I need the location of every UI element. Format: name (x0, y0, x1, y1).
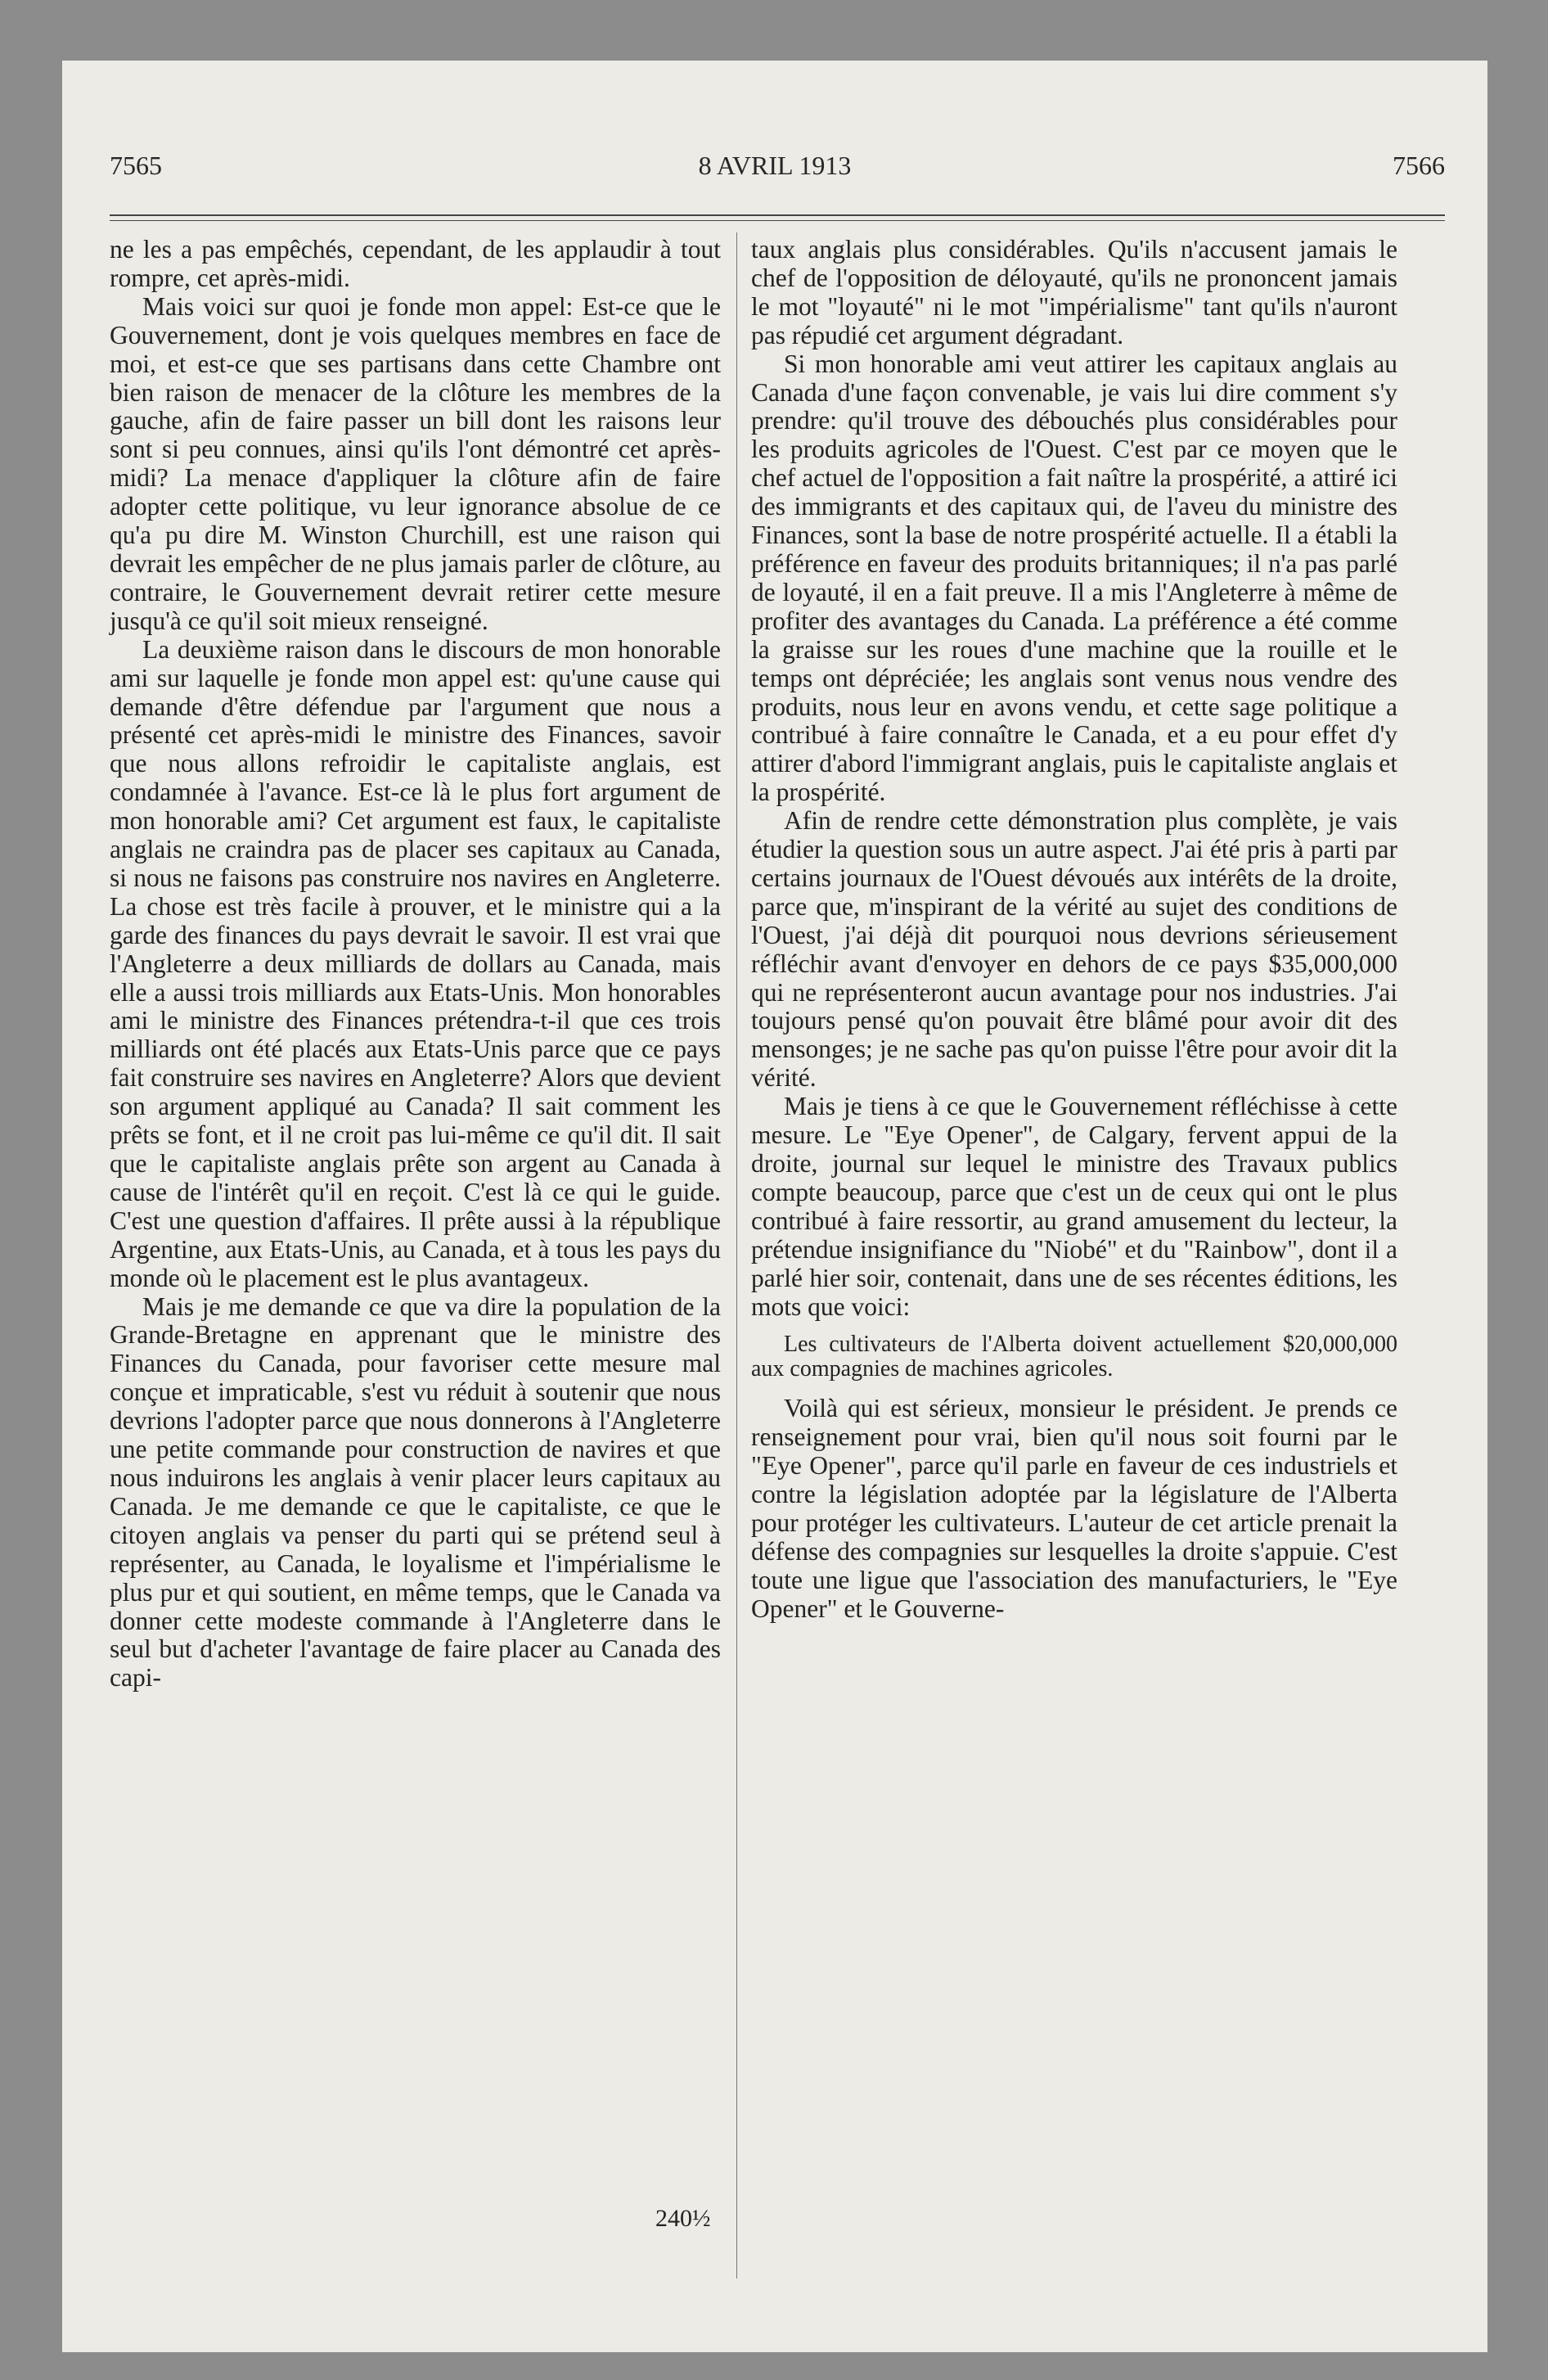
paragraph: Mais je tiens à ce que le Gouvernement réfléchisse à cette mesure. Le "Eye Opener", de Calgary, fervent appui de la droite, journal sur lequel le ministre des Travaux publics compte beaucoup, parce que c'est un de ceux qui ont le plus contribué à faire ressortir, au grand amusement du lecteur, la prétendue insignifiance du "Niobé" et du "Rainbow", dont il a parlé hier soir, contenait, dans une de ses récentes éditions, les mots que voici: (751, 1092, 1397, 1321)
paragraph: La deuxième raison dans le discours de mon honorable ami sur laquelle je fonde mon appel est: qu'une cause qui demande d'être défendue par l'argument que nous a présenté cet après-midi le ministre des Finances, savoir que nous allons refroidir le capitaliste anglais, est condamnée à l'avance. Est-ce là le plus fort argument de mon honorable ami? Cet argument est faux, le capitaliste anglais ne craindra pas de placer ses capitaux au Canada, si nous ne faisons pas construire nos navires en Angleterre. La chose est très facile à prouver, et le ministre qui a la garde des finances du pays devrait le savoir. Il est vrai que l'Angleterre a deux milliards de dollars au Canada, mais elle a aussi trois milliards aux Etats-Unis. Mon honorables ami le ministre des Finances prétendra-t-il que ces trois milliards ont été placés aux Etats-Unis parce que ce pays fait construire ses navires en Angleterre? Alors que devient son argument appliqué au Canada? Il sait comment les prêts se font, et il ne croit pas lui-même ce qu'il dit. Il sait que le capitaliste anglais prête son argent au Canada à cause de l'intérêt qu'il en reçoit. C'est là ce qui le guide. C'est une question d'affaires. Il prête aussi à la république Argentine, aux Etats-Unis, au Canada, et à tous les pays du monde où le placement est le plus avantageux. (110, 634, 721, 1292)
header-rule-thin (110, 220, 1445, 221)
column-divider (736, 232, 737, 2279)
paragraph: ne les a pas empêchés, cependant, de les applaudir à tout rompre, cet après-midi. (110, 235, 721, 292)
paragraph: Si mon honorable ami veut attirer les capitaux anglais au Canada d'une façon convenable, je vais lui dire comment s'y prendre: qu'il trouve des débouchés plus considérables pour les produits agricoles de l'Ouest. C'est par ce moyen que le chef actuel de l'opposition a fait naître la prospérité, a attiré ici des immigrants et des capitaux qui, de l'aveu du ministre des Finances, sont la base de notre prospérité actuelle. Il a établi la préférence en faveur des produits britanniques; il n'a pas parlé de loyauté, il en a fait preuve. Il a mis l'Angleterre à même de profiter des avantages du Canada. La préférence a été comme la graisse sur les roues d'une machine que la rouille et le temps ont dépréciée; les anglais sont venus nous vendre des produits, nous leur en avons vendu, et cette sage politique a contribué à faire connaître le Canada, et a eu pour effet d'y attirer d'abord l'immigrant anglais, puis le capitaliste anglais et la prospérité. (751, 349, 1397, 807)
page-number-left: 7565 (110, 151, 162, 180)
header-date: 8 AVRIL 1913 (698, 151, 852, 180)
left-column (110, 236, 721, 1693)
paragraph: Afin de rendre cette démonstration plus complète, je vais étudier la question sous un autre aspect. J'ai été pris à parti par certains journaux de l'Ouest dévoués aux intérêts de la droite, parce que, m'inspirant de la vérité au sujet des conditions de l'Ouest, j'ai déjà dit pourquoi nous devrions sérieusement réfléchir avant d'envoyer en dehors de ce pays $35,000,000 qui ne représenteront aucun avantage pour nos industries. J'ai toujours pensé qu'on pouvait être blâmé pour avoir dit des mensonges; je ne sache pas qu'on puisse l'être pour avoir dit la vérité. (751, 806, 1397, 1093)
paragraph: Mais voici sur quoi je fonde mon appel: Est-ce que le Gouvernement, dont je vois quelques membres en face de moi, et est-ce que ses partisans dans cette Chambre ont bien raison de menacer de la clôture les membres de la gauche, afin de faire passer un bill dont les raisons leur sont si peu connues, ainsi qu'ils l'ont démontré cet après-midi? La menace d'appliquer la clôture afin de faire adopter cette politique, vu leur ignorance absolue de ce qu'a pu dire M. Winston Churchill, est une raison qui devrait les empêcher de ne plus jamais parler de clôture, au contraire, le Gouvernement devrait retirer cette mesure jusqu'à ce qu'il soit mieux renseigné. (110, 291, 721, 635)
right-column (751, 236, 1397, 1624)
footer-page-number: 240½ (655, 2205, 711, 2232)
block-quote: Les cultivateurs de l'Alberta doivent actuellement $20,000,000 aux compagnies de machines agricoles. (751, 1332, 1397, 1382)
document-page (62, 61, 1487, 2352)
paragraph: Mais je me demande ce que va dire la population de la Grande-Bretagne en apprenant que le ministre des Finances du Canada, pour favoriser cette mesure mal conçue et impraticable, s'est vu réduit à soutenir que nous devrions l'adopter parce que nous donnerons à l'Angleterre une petite commande pour construction de navires et que nous induirons les anglais à venir placer leurs capitaux au Canada. Je me demande ce que le capitaliste, ce que le citoyen anglais va penser du parti qui se prétend seul à représenter, au Canada, le loyalisme et l'impérialisme le plus pur et qui soutient, en même temps, que le Canada va donner cette modeste commande à l'Angleterre dans le seul but d'acheter l'avantage de faire placer au Canada des capi- (110, 1291, 721, 1693)
page-header (62, 151, 1487, 192)
page-number-right: 7566 (1393, 151, 1445, 180)
paragraph: taux anglais plus considérables. Qu'ils n'accusent jamais le chef de l'opposition de déloyauté, qu'ils ne prononcent jamais le mot "loyauté" ni le mot "impérialisme" tant qu'ils n'auront pas répudié cet argument dégradant. (751, 235, 1397, 349)
header-rule (110, 214, 1445, 216)
paragraph: Voilà qui est sérieux, monsieur le président. Je prends ce renseignement pour vrai, bien qu'il nous soit fourni par le "Eye Opener", parce qu'il parle en faveur de ces industriels et contre la législation adoptée par la législature de l'Alberta pour protéger les cultivateurs. L'auteur de cet article prenait la défense des compagnies sur lesquelles la droite s'appuie. C'est toute une ligue que l'association des manufacturiers, le "Eye Opener" et le Gouverne- (751, 1394, 1397, 1623)
